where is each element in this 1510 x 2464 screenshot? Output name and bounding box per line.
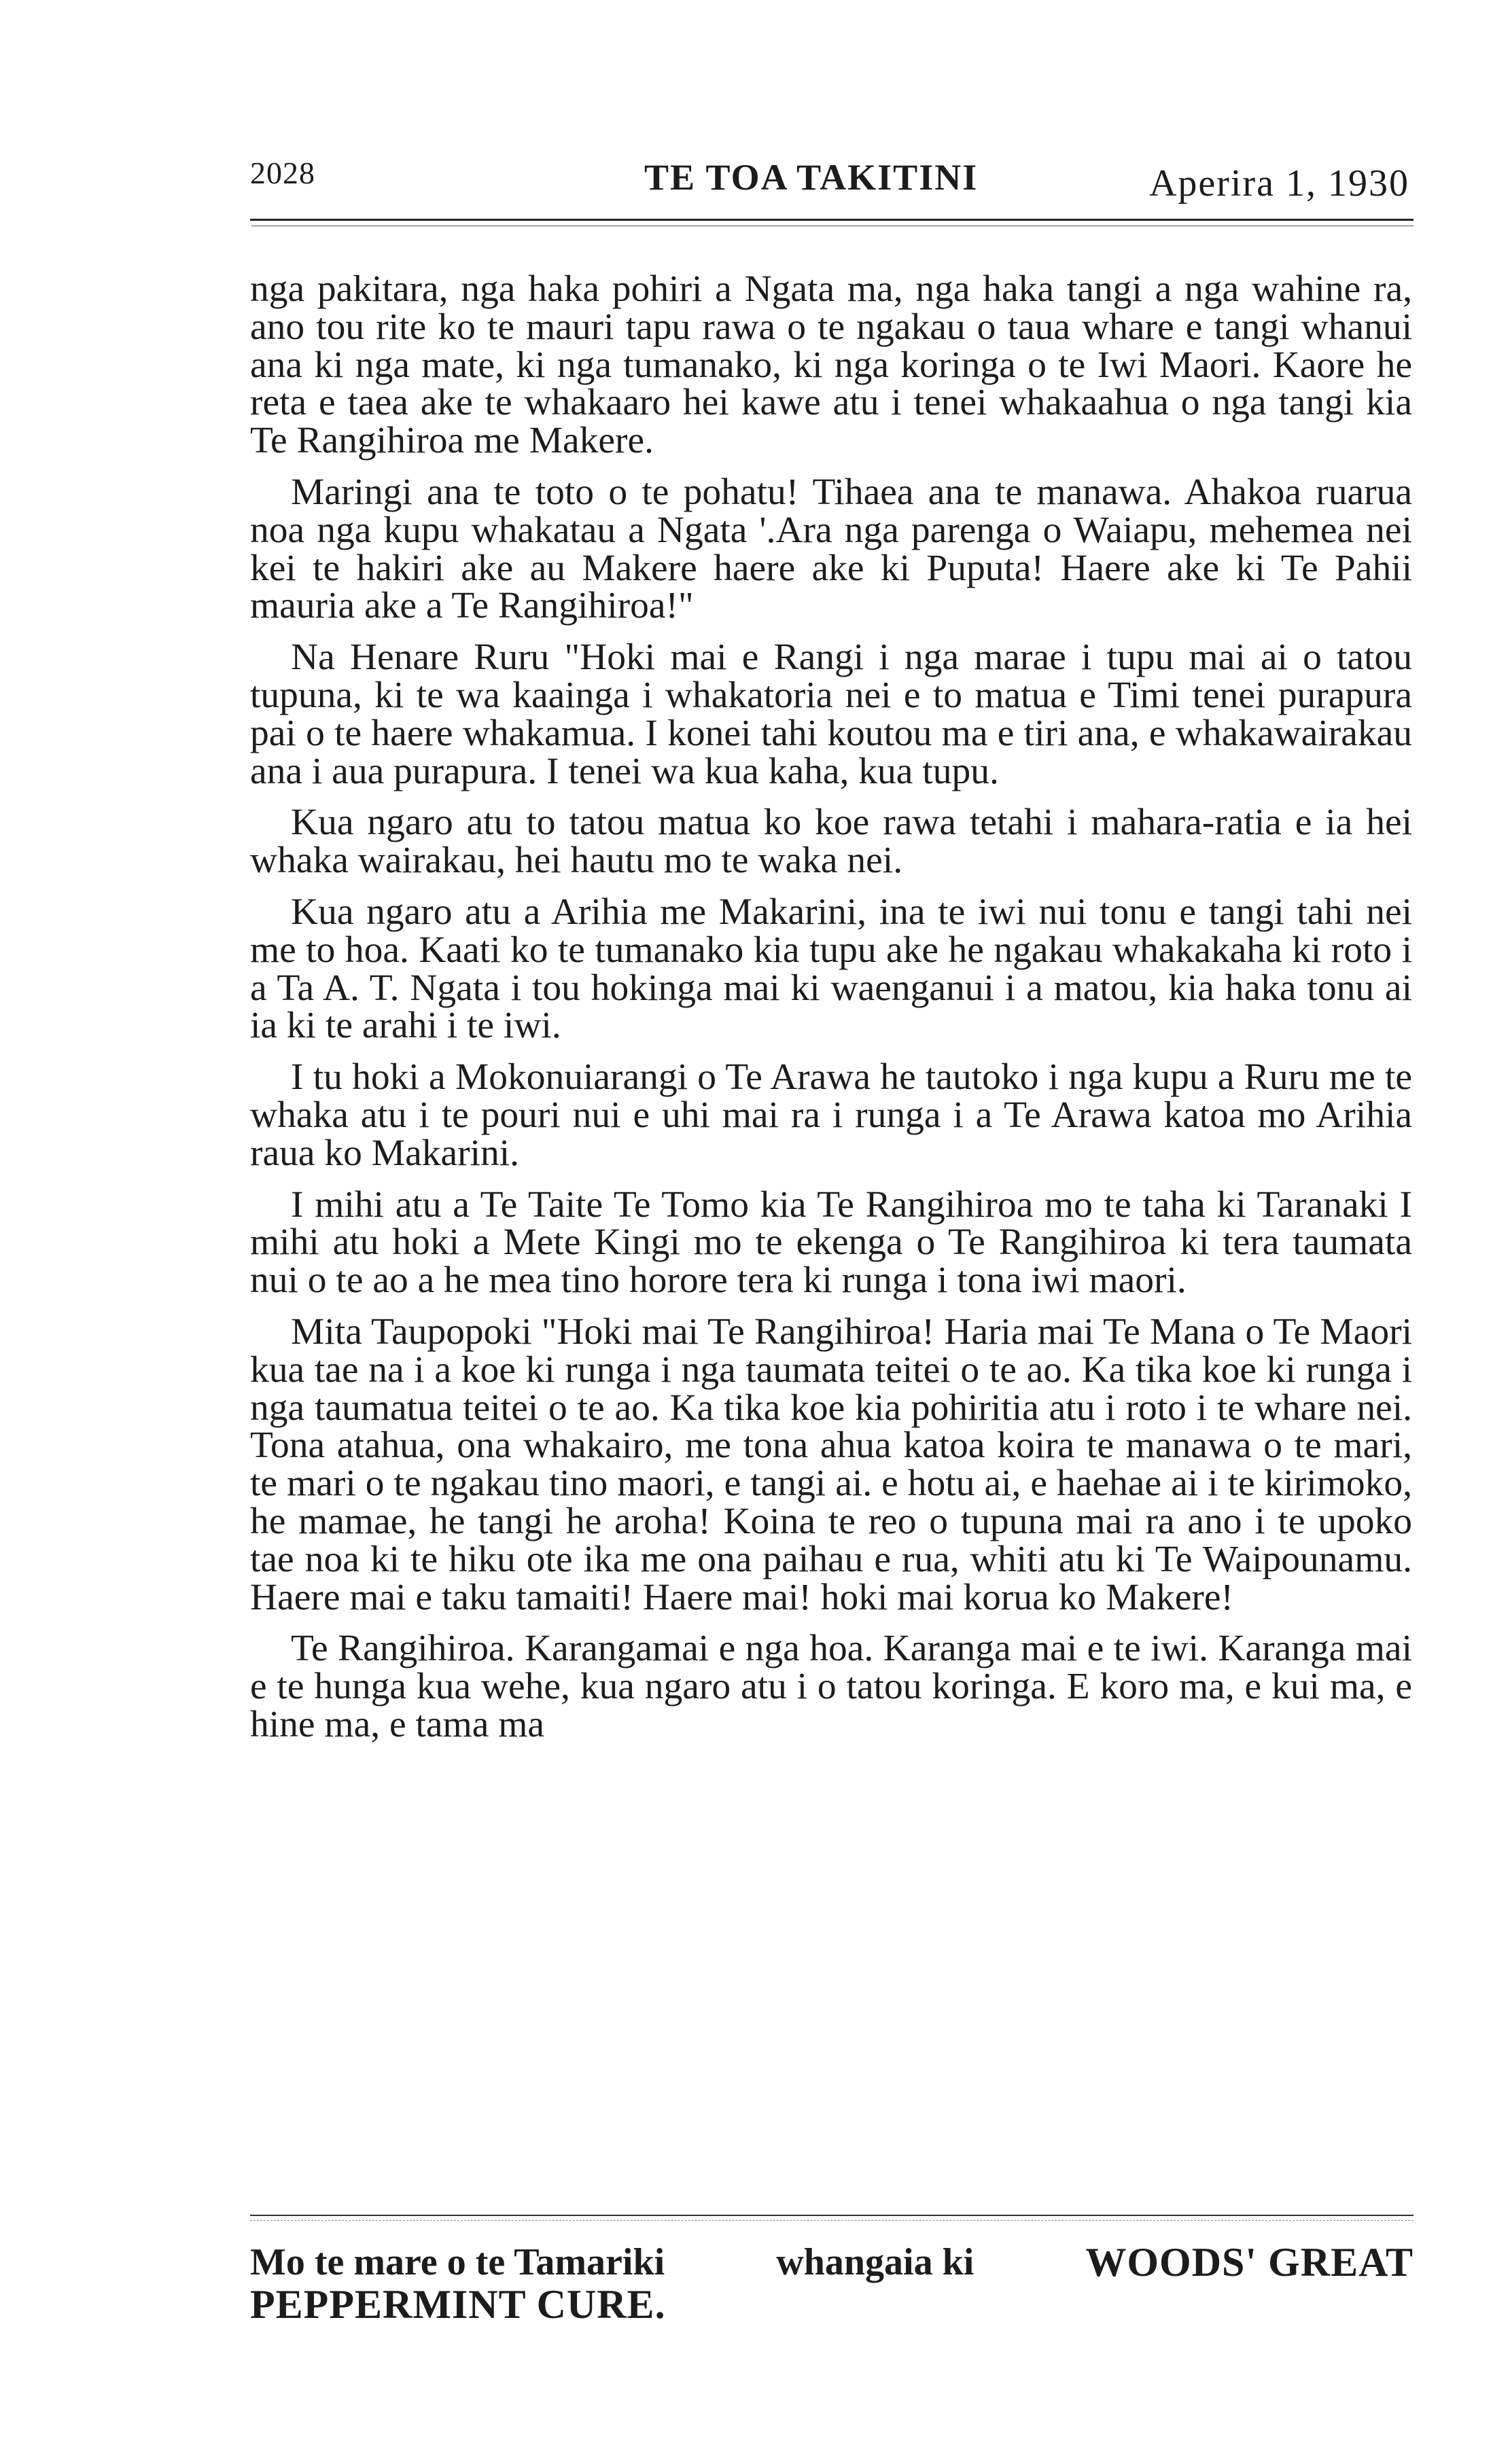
article-body: [250, 270, 1412, 1757]
issue-date: Aperira 1, 1930: [1148, 162, 1409, 204]
advertisement-text-2: whangaia ki: [776, 2241, 975, 2283]
journal-title: TE TOA TAKITINI: [644, 157, 979, 198]
advertisement-line-1: [250, 2242, 1414, 2283]
advertisement-rule-dashed: [250, 2220, 1414, 2221]
advertisement: [250, 2242, 1414, 2325]
paragraph: Maringi ana te toto o te pohatu! Tihaea ana te manawa. Ahakoa ruarua noa nga kupu whakatau a Ngata '.Ara nga parenga o Waiapu, mehemea nei kei te hakiri ake au Makere haere ake ki Puputa! Haere ake ki Te Pahii mauria ake a Te Rangihiroa!": [250, 471, 1412, 627]
paragraph: Na Henare Ruru "Hoki mai e Rangi i nga marae i tupu mai ai o tatou tupuna, ki te wa kaainga i whakatoria nei e to matua e Timi tenei purapura pai o te haere whakamua. I konei tahi koutou ma e tiri ana, e whakawairakau ana i aua purapura. I tenei wa kua kaha, kua tupu.: [250, 637, 1412, 792]
page-header: [250, 155, 1414, 209]
paragraph: Kua ngaro atu to tatou matua ko koe rawa tetahi i mahara-ratia e ia hei whaka wairakau, hei hautu mo te waka nei.: [250, 802, 1412, 882]
paragraph: I tu hoki a Mokonuiarangi o Te Arawa he tautoko i nga kupu a Ruru me te whaka atu i te pouri nui e uhi mai ra i runga i a Te Arawa katoa mo Arihia raua ko Makarini.: [250, 1056, 1412, 1174]
advertisement-rule: [250, 2215, 1414, 2216]
advertisement-text-1: Mo te mare o te Tamariki: [250, 2241, 665, 2283]
header-rule: [250, 219, 1414, 221]
paragraph: Kua ngaro atu a Arihia me Makarini, ina te iwi nui tonu e tangi tahi nei me to hoa. Kaati ko te tumanako kia tupu ake he ngakau whakakaha ki roto i a Ta A. T. Ngata i tou hokinga mai ki waenganui i a matou, kia haka tonu ai ia ki te arahi i te iwi.: [250, 891, 1412, 1047]
paragraph: Mita Taupopoki "Hoki mai Te Rangihiroa! Haria mai Te Mana o Te Maori kua tae na i a koe ki runga i nga taumata teitei o te ao. Ka tika koe ki runga i nga taumatua teitei o te ao. Ka tika koe kia pohiritia atu i roto i te whare nei. Tona atahua, ona whakairo, me tona ahua katoa koira te manawa o te mari, te mari o te ngakau tino maori, e tangi ai. e hotu ai, e haehae ai i te kirimoko, he mamae, he tangi he aroha! Koina te reo o tupuna mai ra ano i te upoko tae noa ki te hiku ote ika me ona paihau e rua, whiti atu ki Te Waipounamu. Haere mai e taku tamaiti! Haere mai! hoki mai korua ko Makere!: [250, 1310, 1412, 1618]
paragraph: I mihi atu a Te Taite Te Tomo kia Te Rangihiroa mo te taha ki Taranaki I mihi atu hoki a Mete Kingi mo te ekenga o Te Rangihiroa ki tera taumata nui o te ao a he mea tino horore tera ki runga i tona iwi maori.: [250, 1183, 1412, 1302]
advertisement-product: PEPPERMINT CURE.: [250, 2282, 666, 2327]
advertisement-brand: WOODS' GREAT: [1085, 2240, 1414, 2285]
page-number: 2028: [250, 156, 315, 190]
paragraph: nga pakitara, nga haka pohiri a Ngata ma, nga haka tangi a nga wahine ra, ano tou rite ko te mauri tapu rawa o te ngakau o taua whare e tangi whanui ana ki nga mate, ki nga tumanako, ki nga koringa o te Iwi Maori. Kaore he reta e taea ake te whakaaro hei kawe atu i tenei whakaahua o nga tangi kia Te Rangihiroa me Makere.: [250, 268, 1412, 462]
paragraph: Te Rangihiroa. Karangamai e nga hoa. Karanga mai e te iwi. Karanga mai e te hunga kua wehe, kua ngaro atu i o tatou koringa. E koro ma, e kui ma, e hine ma, e tama ma: [250, 1628, 1412, 1745]
